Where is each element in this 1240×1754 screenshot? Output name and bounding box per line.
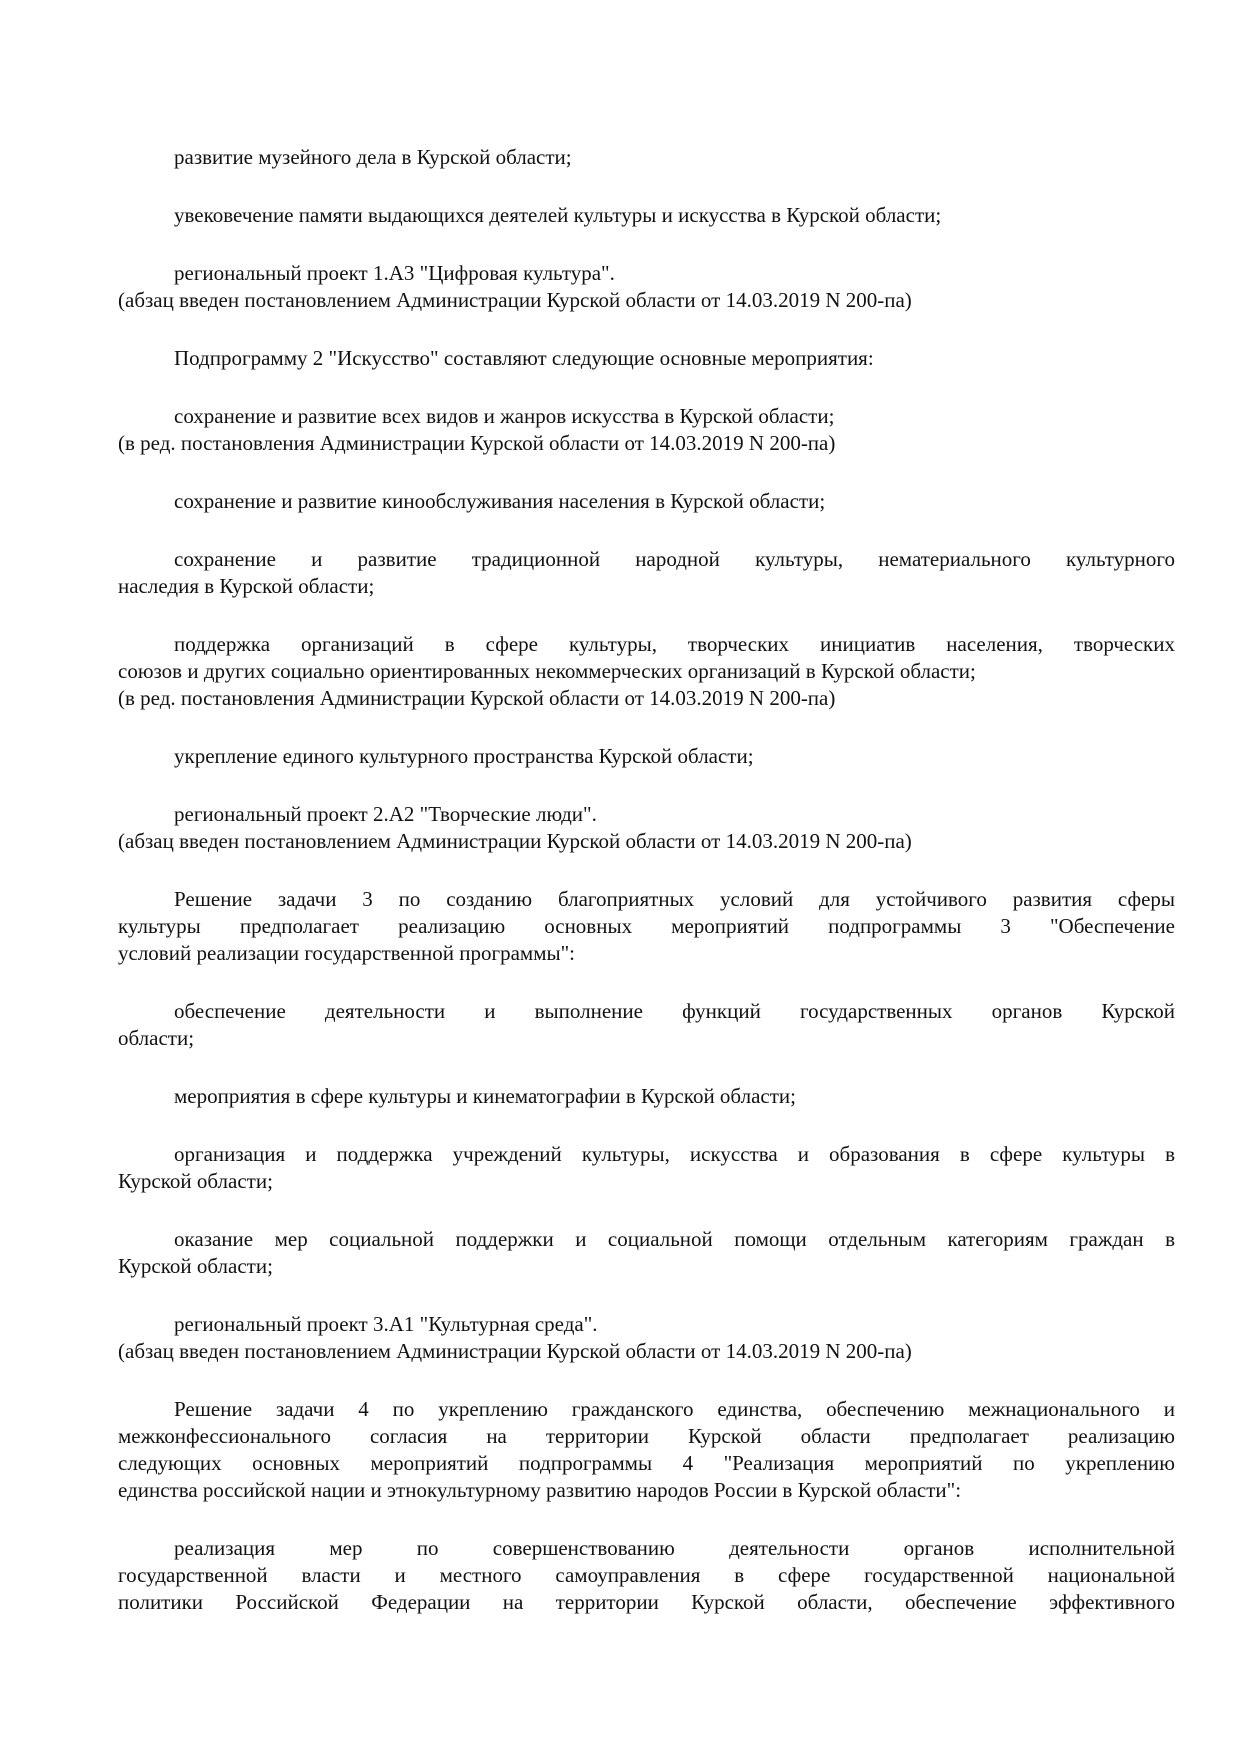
paragraph-line: межконфессионального согласия на территории Курской области предполагает реализацию — [118, 1424, 1175, 1448]
paragraph-line: обеспечение деятельности и выполнение функций государственных органов Курской — [174, 999, 1175, 1023]
paragraph-line: поддержка организаций в сфере культуры, творческих инициатив населения, творческих — [174, 632, 1175, 656]
amendment-note: (абзац введен постановлением Администрации Курской области от 14.03.2019 N 200-па) — [118, 288, 912, 312]
paragraph-task-4 — [118, 1396, 1175, 1504]
paragraph-cinema-service — [118, 488, 1175, 515]
paragraph-line: мероприятия в сфере культуры и кинематографии в Курской области; — [174, 1084, 796, 1108]
paragraph-line: Подпрограмму 2 "Искусство" составляют следующие основные мероприятия: — [174, 346, 874, 370]
paragraph-art-genres — [118, 403, 1175, 457]
paragraph-culture-cinematography — [118, 1083, 1175, 1110]
amendment-note: (в ред. постановления Администрации Курской области от 14.03.2019 N 200-па) — [118, 686, 836, 710]
amendment-note: (абзац введен постановлением Администрации Курской области от 14.03.2019 N 200-па) — [118, 1339, 912, 1363]
paragraph-line: Курской области; — [118, 1169, 273, 1193]
paragraph-institutions-support — [118, 1141, 1175, 1195]
paragraph-cultural-space — [118, 743, 1175, 770]
paragraph-folk-culture — [118, 546, 1175, 600]
paragraph-line: Курской области; — [118, 1254, 273, 1278]
document-body — [118, 144, 1175, 1616]
paragraph-line: укрепление единого культурного пространства Курской области; — [174, 744, 754, 768]
paragraph-task-3 — [118, 886, 1175, 967]
paragraph-line: развитие музейного дела в Курской области; — [174, 145, 572, 169]
paragraph-line: единства российской нации и этнокультурному развитию народов России в Курской области": — [118, 1478, 962, 1502]
paragraph-line: союзов и других социально ориентированных некоммерческих организаций в Курской области; — [118, 659, 976, 683]
paragraph-government-bodies — [118, 998, 1175, 1052]
paragraph-national-policy — [118, 1535, 1175, 1616]
paragraph-line: области; — [118, 1026, 195, 1050]
paragraph-museum-development — [118, 144, 1175, 171]
paragraph-line: организация и поддержка учреждений культуры, искусства и образования в сфере культуры в — [174, 1142, 1175, 1166]
paragraph-cultural-environment-project — [118, 1311, 1175, 1365]
paragraph-line: региональный проект 2.A2 "Творческие люди". — [174, 802, 597, 826]
paragraph-social-support — [118, 1226, 1175, 1280]
paragraph-line: сохранение и развитие всех видов и жанров искусства в Курской области; — [174, 404, 835, 428]
paragraph-line: культуры предполагает реализацию основных мероприятий подпрограммы 3 "Обеспечение — [118, 914, 1175, 938]
paragraph-subprogram-2-intro — [118, 345, 1175, 372]
paragraph-line: Решение задачи 3 по созданию благоприятных условий для устойчивого развития сферы — [174, 887, 1175, 911]
amendment-note: (абзац введен постановлением Администрации Курской области от 14.03.2019 N 200-па) — [118, 829, 912, 853]
paragraph-line: следующих основных мероприятий подпрограммы 4 "Реализация мероприятий по укреплению — [118, 1451, 1175, 1475]
paragraph-line: наследия в Курской области; — [118, 574, 375, 598]
paragraph-line: Решение задачи 4 по укреплению гражданского единства, обеспечению межнационального и — [174, 1397, 1175, 1421]
paragraph-line: сохранение и развитие кинообслуживания населения в Курской области; — [174, 489, 826, 513]
amendment-note: (в ред. постановления Администрации Курской области от 14.03.2019 N 200-па) — [118, 431, 836, 455]
paragraph-line: увековечение памяти выдающихся деятелей культуры и искусства в Курской области; — [174, 203, 942, 227]
paragraph-line: региональный проект 3.A1 "Культурная среда". — [174, 1312, 598, 1336]
paragraph-line: условий реализации государственной программы": — [118, 941, 576, 965]
paragraph-line: государственной власти и местного самоуправления в сфере государственной национальной — [118, 1563, 1175, 1587]
paragraph-digital-culture-project — [118, 260, 1175, 314]
paragraph-commemoration — [118, 202, 1175, 229]
paragraph-line: реализация мер по совершенствованию деятельности органов исполнительной — [174, 1536, 1175, 1560]
paragraph-line: региональный проект 1.A3 "Цифровая культура". — [174, 261, 615, 285]
paragraph-organization-support — [118, 631, 1175, 712]
paragraph-line: оказание мер социальной поддержки и социальной помощи отдельным категориям граждан в — [174, 1227, 1175, 1251]
paragraph-line: политики Российской Федерации на территории Курской области, обеспечение эффективного — [118, 1590, 1175, 1614]
paragraph-creative-people-project — [118, 801, 1175, 855]
paragraph-line: сохранение и развитие традиционной народной культуры, нематериального культурного — [174, 547, 1175, 571]
